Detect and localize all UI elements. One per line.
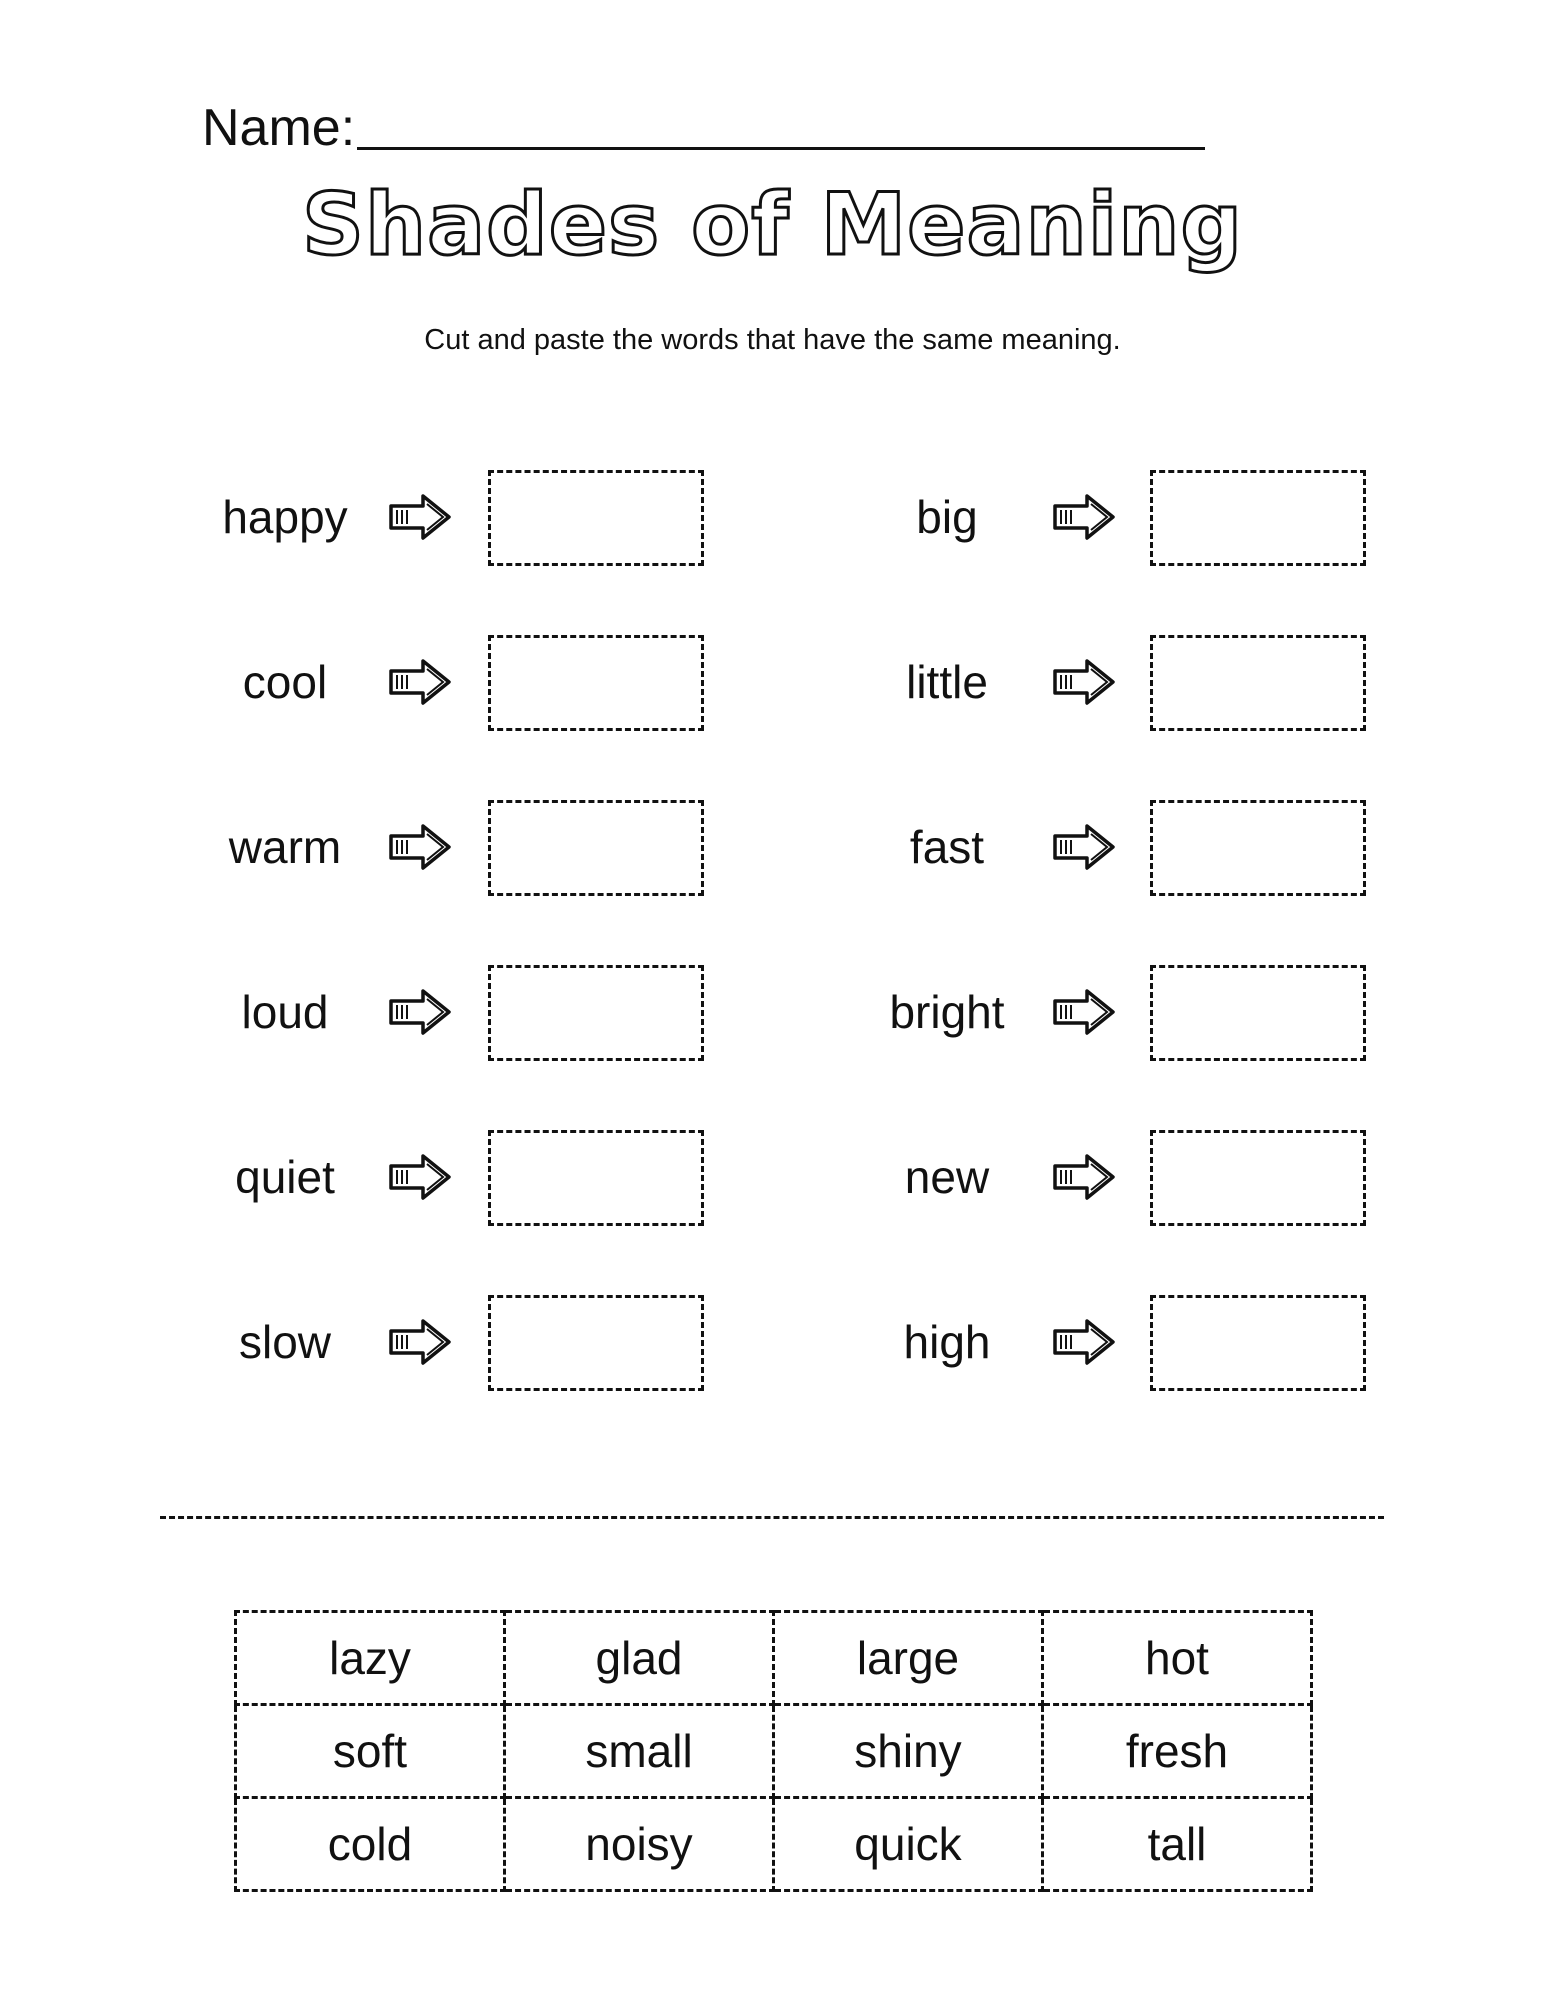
word-bank-card[interactable]: cold [236,1798,505,1891]
answer-box[interactable] [1150,1130,1366,1226]
right-arrow-icon [387,822,455,872]
word-bank-card[interactable]: noisy [505,1798,774,1891]
answer-box[interactable] [1150,965,1366,1061]
match-word: bright [889,986,1005,1038]
answer-box[interactable] [488,1295,704,1391]
instructions: Cut and paste the words that have the same meaning. [424,324,1121,356]
right-arrow-icon [387,1152,455,1202]
right-arrow-icon [1051,822,1119,872]
word-bank [234,1610,1313,1892]
answer-box[interactable] [1150,470,1366,566]
word-bank-card[interactable]: small [505,1705,774,1798]
word-bank-card[interactable]: lazy [236,1612,505,1705]
right-arrow-icon [1051,657,1119,707]
match-word: warm [228,821,342,873]
word-bank-card[interactable]: hot [1043,1612,1312,1705]
match-word: big [916,491,978,543]
answer-box[interactable] [488,800,704,896]
word-bank-row [236,1798,1312,1891]
word-bank-card[interactable]: tall [1043,1798,1312,1891]
word-bank-row [236,1612,1312,1705]
word-bank-card[interactable]: shiny [774,1705,1043,1798]
match-word: loud [241,986,329,1038]
word-bank-card[interactable]: soft [236,1705,505,1798]
page-title: Shades of Meaning [301,175,1244,275]
answer-box[interactable] [1150,800,1366,896]
word-bank-card[interactable]: glad [505,1612,774,1705]
answer-box[interactable] [1150,635,1366,731]
name-label: Name: [202,99,356,157]
match-word: high [903,1316,991,1368]
answer-box[interactable] [488,965,704,1061]
match-word: slow [238,1316,332,1368]
right-arrow-icon [1051,987,1119,1037]
right-arrow-icon [387,492,455,542]
name-field [202,98,1205,158]
answer-box[interactable] [488,635,704,731]
right-arrow-icon [1051,1152,1119,1202]
answer-box[interactable] [488,1130,704,1226]
match-word: new [904,1151,990,1203]
match-word: quiet [235,1151,335,1203]
right-arrow-icon [387,987,455,1037]
right-arrow-icon [1051,492,1119,542]
right-arrow-icon [387,1317,455,1367]
answer-box[interactable] [488,470,704,566]
answer-box[interactable] [1150,1295,1366,1391]
match-word: fast [909,821,985,873]
word-bank-card[interactable]: quick [774,1798,1043,1891]
right-arrow-icon [387,657,455,707]
word-bank-card[interactable]: large [774,1612,1043,1705]
cut-line [160,1516,1384,1519]
right-arrow-icon [1051,1317,1119,1367]
word-bank-card[interactable]: fresh [1043,1705,1312,1798]
name-blank-line[interactable] [357,147,1205,150]
match-word: happy [222,491,348,543]
match-word: little [906,656,988,708]
word-bank-row [236,1705,1312,1798]
match-word: cool [242,656,328,708]
